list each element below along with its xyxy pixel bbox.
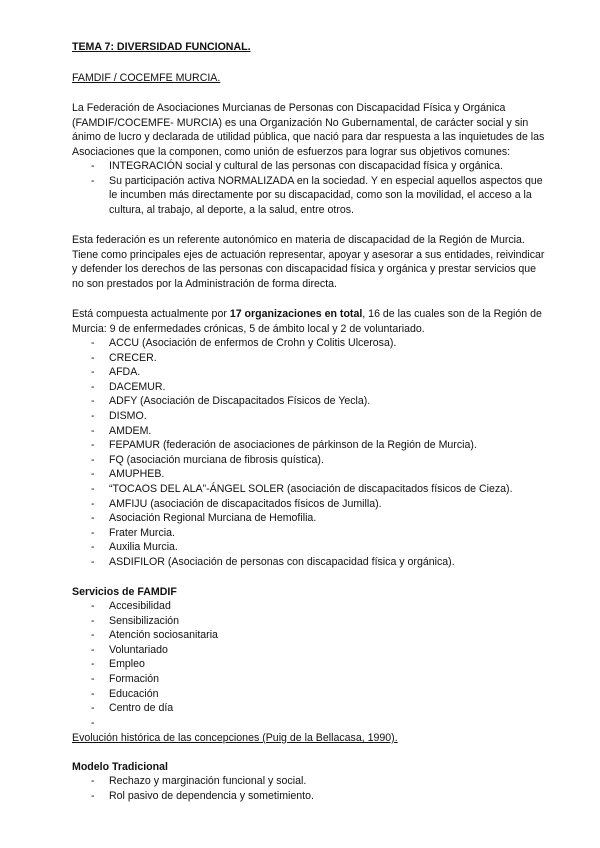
- list-item: - Educación: [72, 687, 550, 702]
- services-list: [72, 599, 550, 730]
- list-item: - Accesibilidad: [72, 599, 550, 614]
- list-item: - “TOCAOS DEL ALA”-ÁNGEL SOLER (asociación de discapacitados físicos de Cieza).: [72, 482, 550, 497]
- list-item: - Auxilia Murcia.: [72, 540, 550, 555]
- organizations-list: [72, 336, 550, 570]
- list-item: - Frater Murcia.: [72, 526, 550, 541]
- list-item: - FQ (asociación murciana de fibrosis quística).: [72, 453, 550, 468]
- list-item: - Su participación activa NORMALIZADA en la sociedad. Y en especial aquellos aspectos que le incumben más directamente por su discapacidad, como son la movilidad, el acceso a la cultura, al trabajo, al deporte, a la salud, entre otros.: [72, 174, 550, 218]
- document-title: TEMA 7: DIVERSIDAD FUNCIONAL.: [72, 41, 251, 53]
- composition-prefix: Está compuesta actualmente por: [72, 308, 230, 320]
- list-item: - INTEGRACIÓN social y cultural de las personas con discapacidad física y orgánica.: [72, 159, 550, 174]
- list-item: - Atención sociosanitaria: [72, 628, 550, 643]
- intro-paragraph: La Federación de Asociaciones Murcianas de Personas con Discapacidad Física y Orgánica (FAMDIF/COCEMFE- MURCIA) es una Organización No Gubernamental, de carácter social y sin ánimo de lucro y declarada de utilidad pública, que nació para dar respuesta a las inquietudes de las Asociaciones que la componen, como unión de esfuerzos para lograr sus objetivos comunes:: [72, 102, 545, 158]
- services-heading: Servicios de FAMDIF: [72, 586, 177, 598]
- evolution-heading: Evolución histórica de las concepciones (Puig de la Bellacasa, 1990).: [72, 732, 398, 744]
- section-subtitle: FAMDIF / COCEMFE MURCIA.: [72, 72, 221, 84]
- list-item: - AMUPHEB.: [72, 467, 550, 482]
- list-item: - ACCU (Asociación de enfermos de Crohn y Colitis Ulcerosa).: [72, 336, 550, 351]
- list-item: - DACEMUR.: [72, 380, 550, 395]
- traditional-list: [72, 774, 550, 803]
- traditional-heading: Modelo Tradicional: [72, 761, 168, 773]
- list-item: - Asociación Regional Murciana de Hemofilia.: [72, 511, 550, 526]
- composition-paragraph: [72, 307, 550, 336]
- list-item: - Centro de día: [72, 701, 550, 716]
- list-item: - Formación: [72, 672, 550, 687]
- list-item: - Rol pasivo de dependencia y sometimiento.: [72, 789, 550, 804]
- list-item: - CRECER.: [72, 351, 550, 366]
- list-item: - Sensibilización: [72, 614, 550, 629]
- list-item: - Empleo: [72, 657, 550, 672]
- list-item: - AMDEM.: [72, 424, 550, 439]
- list-item: - DISMO.: [72, 409, 550, 424]
- list-item: - ADFY (Asociación de Discapacitados Físicos de Yecla).: [72, 394, 550, 409]
- list-item: - FEPAMUR (federación de asociaciones de párkinson de la Región de Murcia).: [72, 438, 550, 453]
- federation-paragraph: Esta federación es un referente autonómico en materia de discapacidad de la Región de Murcia. Tiene como principales ejes de actuación representar, apoyar y asesorar a sus entidades, reivindicar y defender los derechos de las personas con discapacidad física y orgánica y prestar servicios que no son prestados por la Administración de forma directa.: [72, 234, 545, 290]
- composition-bold: 17 organizaciones en total: [229, 308, 363, 320]
- list-item: - Voluntariado: [72, 643, 550, 658]
- list-item: - Rechazo y marginación funcional y social.: [72, 774, 550, 789]
- composition-suffix: , 16 de las cuales son de la Región de Murcia: 9 de enfermedades crónicas, 5 de ámbito local y 2 de voluntariado.: [72, 308, 542, 335]
- list-item: - AMFIJU (asociación de discapacitados físicos de Jumilla).: [72, 497, 550, 512]
- list-item: - AFDA.: [72, 365, 550, 380]
- objectives-list: [72, 159, 550, 217]
- list-item: [72, 716, 550, 731]
- list-item: - ASDIFILOR (Asociación de personas con discapacidad física y orgánica).: [72, 555, 550, 570]
